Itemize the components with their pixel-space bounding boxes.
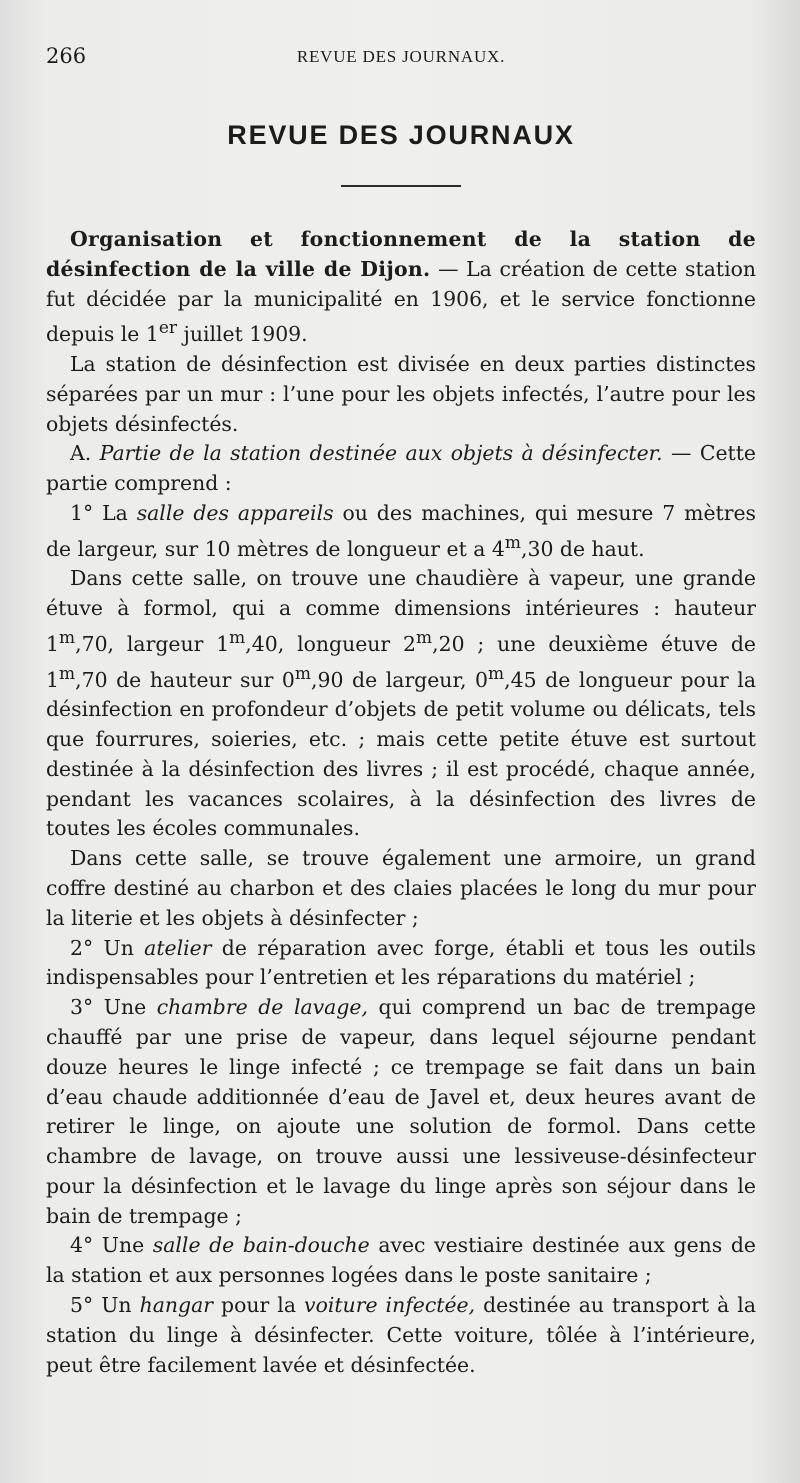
etuves-text-f: ,90 de largeur, 0 — [311, 667, 488, 692]
etuves-text-e: ,70 de hauteur sur 0 — [75, 667, 295, 692]
etuves-text-a: Dans cette salle, on trouve une chaudière à vapeur, une grande étuve à formol, qui a comme dimensions intérieures : hauteur 1 — [46, 566, 756, 656]
title-rule — [341, 185, 461, 187]
etuves-text-d: ,20 ; une deuxième étuve de 1 — [46, 631, 756, 692]
part-a-heading: Partie de la station destinée aux objets à désinfecter. — [99, 441, 663, 466]
item-3-term: chambre de lavage, — [156, 995, 368, 1020]
article-title: Organisation et fonctionnement de la station de désinfection de la ville de Dijon. — [46, 227, 756, 281]
paragraph-armoire: Dans cette salle, se trouve également une armoire, un grand coffre destiné au charbon et des claies placées le long du mur pour la literie et les objets à désinfecter ; — [46, 846, 756, 930]
running-title: REVUE DES JOURNAUX. — [296, 47, 506, 66]
item-1-end: ,30 de haut. — [520, 536, 645, 561]
etuves-sup-4: m — [58, 663, 76, 684]
intro-end: juillet 1909. — [177, 322, 308, 347]
item-1-number: 1° La — [70, 500, 137, 525]
page-bottom-margin — [46, 1380, 756, 1480]
item-5-text-a: pour la — [212, 1293, 305, 1318]
etuves-sup-2: m — [229, 627, 246, 648]
item-5-number: 5° Un — [70, 1293, 140, 1318]
etuves-sup-6: m — [488, 663, 505, 684]
item-4-text: avec vestiaire destinée aux gens de la station et aux personnes logées dans le poste sanitaire ; — [46, 1233, 756, 1288]
intro-ordinal-sup: er — [158, 318, 178, 339]
item-1-term: salle des appareils — [136, 500, 334, 525]
item-5-text-b: destinée au transport à la station du linge à désinfecter. Cette voiture, tôlée à l’intérieure, peut être facilement lavée et désinfectée. — [46, 1293, 756, 1377]
page-number: 266 — [46, 44, 87, 68]
item-5-hangar — [46, 1291, 756, 1380]
intro-text: — La création de cette station fut décidée par la municipalité en 1906, et le service fonctionne depuis le — [46, 256, 756, 347]
item-4-number: 4° Une — [70, 1233, 153, 1258]
etuves-text-c: ,40, longueur 2 — [245, 631, 416, 656]
item-4-term: salle de bain-douche — [152, 1233, 370, 1258]
intro-ordinal: 1 — [145, 322, 159, 347]
article-body — [46, 225, 756, 1380]
paragraph-part-a — [46, 439, 756, 499]
item-5-term-2: voiture infectée, — [304, 1293, 476, 1318]
item-2-number: 2° Un — [70, 935, 145, 960]
part-a-letter: A. — [70, 441, 100, 466]
part-a-rest: — Cette partie comprend : — [46, 441, 756, 496]
item-3-number: 3° Une — [70, 995, 157, 1020]
article-intro-paragraph — [46, 225, 756, 350]
etuves-sup-5: m — [294, 663, 312, 684]
paragraph-etuves — [46, 564, 756, 844]
item-4-salle-de-bain-douche — [46, 1231, 756, 1291]
item-1-salle-des-appareils — [46, 499, 756, 564]
paragraph-station-division: La station de désinfection est divisée en deux parties distinctes séparées par un mur : l’une pour les objets infectés, l’autre pour les objets désinfectés. — [46, 351, 756, 436]
section-title: REVUE DES JOURNAUX — [227, 120, 575, 150]
etuves-sup-3: m — [416, 627, 433, 648]
item-2-atelier — [46, 934, 756, 994]
item-5-term: hangar — [139, 1293, 213, 1318]
item-3-chambre-de-lavage — [46, 993, 756, 1231]
etuves-text-b: ,70, largeur 1 — [75, 631, 230, 656]
etuves-sup-1: m — [58, 627, 76, 648]
running-head — [46, 38, 756, 78]
item-2-term: atelier — [144, 935, 212, 960]
etuves-text-g: ,45 de longueur pour la désinfection en profondeur d’objets de petit volume ou délicats, tels que fourrures, soieries, etc. ; mais cette petite étuve est surtout destinée à la désinfection des livres ; il est procédé, chaque année, pendant les vacances scolaires, à la désinfection des livres de toutes les écoles communales. — [46, 667, 756, 841]
item-1-sup: m — [504, 532, 521, 553]
item-1-text: ou des machines, qui mesure 7 mètres de largeur, sur 10 mètres de longueur et a 4 — [46, 500, 756, 561]
item-2-text: de réparation avec forge, établi et tous les outils indispensables pour l’entretien et les réparations du matériel ; — [46, 935, 756, 990]
item-3-text: qui comprend un bac de trempage chauffé par une prise de vapeur, dans lequel séjourne pendant douze heures le linge infecté ; ce trempage se fait dans un bain d’eau chaude additionnée d’eau de Javel et, deux heures avant de retirer le linge, on ajoute une solution de formol. Dans cette chambre de lavage, on trouve aussi une lessiveuse-désinfecteur pour la désinfection et le lavage du linge après son séjour dans le bain de trempage ; — [46, 995, 756, 1228]
